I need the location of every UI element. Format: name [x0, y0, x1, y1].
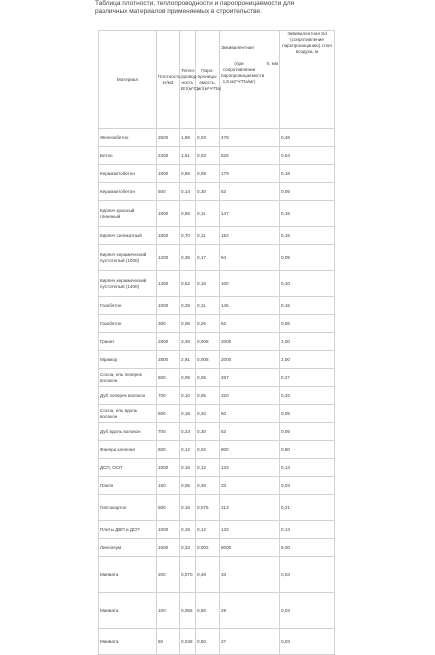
cell-density: 700 — [157, 387, 180, 405]
cell-conductivity: 0,08 — [180, 315, 196, 333]
header-equivalent-subtitle: (при сопротивлении паропроницаемости 1,6 м2*ч*Па/мг) — [221, 61, 265, 84]
cell-conductivity: 0,23 — [180, 423, 196, 441]
table-row — [99, 351, 335, 369]
cell-vapor-permeability: 0,002 — [196, 539, 220, 557]
table-row — [99, 369, 335, 387]
cell-density: 1200 — [157, 245, 180, 271]
cell-vapor-permeability: 0,06 — [196, 369, 220, 387]
cell-equivalent-thickness: 145 — [220, 297, 280, 315]
cell-material: Железобетон — [99, 129, 157, 147]
cell-equivalent-thickness: 27 — [220, 629, 280, 655]
header-density: Плотность, кг/м3 — [157, 31, 180, 129]
cell-vapor-permeability: 0,60 — [196, 629, 220, 655]
table-row — [99, 459, 335, 477]
cell-conductivity: 0,14 — [180, 183, 196, 201]
cell-material: Сосна, ель поперек волокон — [99, 369, 157, 387]
cell-density: 500 — [157, 183, 180, 201]
cell-vapor-permeability: 0,56 — [196, 593, 220, 629]
materials-table — [98, 30, 335, 655]
cell-air-layer-sd: 0,06 — [280, 315, 335, 333]
cell-air-layer-sd: 0,03 — [280, 593, 335, 629]
cell-vapor-permeability: 0,02 — [196, 441, 220, 459]
cell-conductivity: 0,33 — [180, 539, 196, 557]
cell-equivalent-thickness: 267 — [220, 369, 280, 387]
caption-line-1: Таблица плотности, теплопроводности и паропроницаемости для — [95, 0, 295, 7]
cell-density: 2800 — [157, 333, 180, 351]
cell-vapor-permeability: 0,09 — [196, 165, 220, 183]
cell-material: Гранит — [99, 333, 157, 351]
cell-conductivity: 0,10 — [180, 387, 196, 405]
cell-equivalent-thickness: 2000 — [220, 333, 280, 351]
cell-conductivity: 0,070 — [180, 557, 196, 593]
cell-air-layer-sd: 0,27 — [280, 369, 335, 387]
cell-material: Кирпич керамический пустотелый (1000) — [99, 245, 157, 271]
header-material: Материал — [99, 31, 157, 129]
cell-density: 2500 — [157, 129, 180, 147]
table-row — [99, 315, 335, 333]
cell-conductivity: 0,66 — [180, 165, 196, 183]
cell-equivalent-thickness: 100 — [220, 271, 280, 297]
table-row — [99, 557, 335, 593]
cell-equivalent-thickness: 133 — [220, 521, 280, 539]
cell-density: 100 — [157, 593, 180, 629]
header-air-layer-sd: Эквивалентная Sd (сопротивление паропроницанию) слоя воздуха, м — [280, 31, 335, 129]
cell-material: Кирпич керамический пустотелый (1400) — [99, 271, 157, 297]
cell-conductivity: 0,056 — [180, 593, 196, 629]
table-row — [99, 333, 335, 351]
cell-material: Плиты ДВП и ДСП — [99, 521, 157, 539]
cell-density: 150 — [157, 477, 180, 495]
table-row — [99, 271, 335, 297]
table-row — [99, 183, 335, 201]
cell-air-layer-sd: 0,18 — [280, 165, 335, 183]
cell-air-layer-sd: 0,10 — [280, 271, 335, 297]
cell-air-layer-sd: 0,09 — [280, 245, 335, 271]
cell-conductivity: 0,15 — [180, 459, 196, 477]
table-header-row — [99, 31, 335, 129]
cell-material: Мрамор — [99, 351, 157, 369]
cell-density: 1000 — [157, 521, 180, 539]
cell-air-layer-sd: 0,53 — [280, 147, 335, 165]
cell-density: 200 — [157, 557, 180, 593]
cell-material: ДСП, ОСП — [99, 459, 157, 477]
cell-air-layer-sd: 0,13 — [280, 521, 335, 539]
table-row — [99, 147, 335, 165]
cell-vapor-permeability: 0,30 — [196, 423, 220, 441]
cell-material: Минвата — [99, 629, 157, 655]
cell-equivalent-thickness: 94 — [220, 245, 280, 271]
cell-density: 2400 — [157, 147, 180, 165]
cell-air-layer-sd: 2,00 — [280, 333, 335, 351]
cell-density: 700 — [157, 423, 180, 441]
cell-conductivity: 0,70 — [180, 227, 196, 245]
cell-material: Кирпич красный глиняный — [99, 201, 157, 227]
cell-density: 500 — [157, 405, 180, 423]
cell-conductivity: 1,69 — [180, 129, 196, 147]
header-equivalent-unit: h, мм — [266, 61, 278, 66]
header-conductivity: Тепло-провод-ность Вт/(м*С) — [180, 31, 196, 129]
cell-conductivity: 3,49 — [180, 333, 196, 351]
cell-conductivity: 0,15 — [180, 495, 196, 521]
table-row — [99, 539, 335, 557]
cell-material: Дуб вдоль волокон — [99, 423, 157, 441]
table-row — [99, 201, 335, 227]
cell-conductivity: 1,51 — [180, 147, 196, 165]
cell-vapor-permeability: 0,075 — [196, 495, 220, 521]
cell-density: 1800 — [157, 201, 180, 227]
cell-equivalent-thickness: 152 — [220, 227, 280, 245]
cell-air-layer-sd: 0,05 — [280, 405, 335, 423]
cell-conductivity: 0,12 — [180, 441, 196, 459]
table-caption — [95, 0, 340, 16]
cell-material: Керамзитобетон — [99, 165, 157, 183]
cell-conductivity: 0,15 — [180, 521, 196, 539]
cell-equivalent-thickness: 213 — [220, 495, 280, 521]
cell-equivalent-thickness: 179 — [220, 165, 280, 183]
cell-vapor-permeability: 0,16 — [196, 271, 220, 297]
cell-air-layer-sd: 0,15 — [280, 297, 335, 315]
table-row — [99, 165, 335, 183]
table-row — [99, 423, 335, 441]
table-row — [99, 405, 335, 423]
cell-vapor-permeability: 0,008 — [196, 333, 220, 351]
cell-material: Сосна, ель вдоль волокон — [99, 405, 157, 423]
cell-air-layer-sd: 0,21 — [280, 495, 335, 521]
cell-equivalent-thickness: 528 — [220, 147, 280, 165]
cell-density: 1000 — [157, 297, 180, 315]
cell-vapor-permeability: 0,05 — [196, 387, 220, 405]
header-equivalent-thickness — [220, 31, 280, 129]
cell-vapor-permeability: 0,30 — [196, 183, 220, 201]
cell-density: 1600 — [157, 539, 180, 557]
cell-vapor-permeability: 0,26 — [196, 315, 220, 333]
cell-material: Дуб поперек волокон — [99, 387, 157, 405]
cell-air-layer-sd: 0,13 — [280, 459, 335, 477]
table-row — [99, 387, 335, 405]
cell-air-layer-sd: 0,48 — [280, 129, 335, 147]
cell-equivalent-thickness: 147 — [220, 201, 280, 227]
cell-equivalent-thickness: 62 — [220, 315, 280, 333]
cell-density: 2800 — [157, 351, 180, 369]
cell-equivalent-thickness: 320 — [220, 387, 280, 405]
cell-material: Минвата — [99, 557, 157, 593]
cell-vapor-permeability: 0,008 — [196, 351, 220, 369]
cell-air-layer-sd: 0,03 — [280, 629, 335, 655]
cell-density: 1800 — [157, 165, 180, 183]
cell-density: 50 — [157, 629, 180, 655]
cell-air-layer-sd: 0,80 — [280, 441, 335, 459]
cell-vapor-permeability: 0,12 — [196, 521, 220, 539]
cell-conductivity: 0,29 — [180, 297, 196, 315]
cell-equivalent-thickness: 33 — [220, 477, 280, 495]
cell-air-layer-sd: 0,15 — [280, 201, 335, 227]
cell-vapor-permeability: 0,32 — [196, 405, 220, 423]
cell-material: Кирпич силикатный — [99, 227, 157, 245]
cell-density: 1000 — [157, 459, 180, 477]
cell-density: 500 — [157, 369, 180, 387]
cell-material: Линолеум — [99, 539, 157, 557]
table-row — [99, 129, 335, 147]
cell-density: 300 — [157, 315, 180, 333]
cell-vapor-permeability: 0,03 — [196, 147, 220, 165]
cell-conductivity: 0,09 — [180, 369, 196, 387]
cell-equivalent-thickness: 33 — [220, 557, 280, 593]
cell-air-layer-sd: 0,15 — [280, 227, 335, 245]
table-row — [99, 629, 335, 655]
cell-air-layer-sd: 0,05 — [280, 183, 335, 201]
table-row — [99, 593, 335, 629]
cell-vapor-permeability: 0,49 — [196, 557, 220, 593]
cell-conductivity: 0,048 — [180, 629, 196, 655]
table-row — [99, 495, 335, 521]
cell-material: Газобетон — [99, 297, 157, 315]
cell-equivalent-thickness: 29 — [220, 593, 280, 629]
cell-vapor-permeability: 0,12 — [196, 459, 220, 477]
cell-density: 600 — [157, 441, 180, 459]
cell-vapor-permeability: 0,17 — [196, 245, 220, 271]
table-row — [99, 521, 335, 539]
cell-density: 1400 — [157, 271, 180, 297]
cell-material: Пакля — [99, 477, 157, 495]
cell-density: 1800 — [157, 227, 180, 245]
cell-conductivity: 0,52 — [180, 271, 196, 297]
cell-equivalent-thickness: 50 — [220, 405, 280, 423]
caption-line-2: различных материалов применяемых в строительстве. — [95, 8, 262, 15]
cell-material: Минвата — [99, 593, 157, 629]
cell-air-layer-sd: 0,03 — [280, 557, 335, 593]
cell-equivalent-thickness: 8000 — [220, 539, 280, 557]
cell-air-layer-sd: 0,03 — [280, 477, 335, 495]
cell-conductivity: 2,91 — [180, 351, 196, 369]
table-row — [99, 297, 335, 315]
cell-equivalent-thickness: 800 — [220, 441, 280, 459]
header-equivalent-title: Эквивалентная — [221, 45, 254, 50]
cell-material: Керамзитобетон — [99, 183, 157, 201]
cell-equivalent-thickness: 478 — [220, 129, 280, 147]
cell-equivalent-thickness: 53 — [220, 183, 280, 201]
cell-density: 800 — [157, 495, 180, 521]
cell-vapor-permeability: 0,03 — [196, 129, 220, 147]
cell-material: Газобетон — [99, 315, 157, 333]
cell-conductivity: 0,35 — [180, 245, 196, 271]
cell-vapor-permeability: 0,49 — [196, 477, 220, 495]
table-row — [99, 441, 335, 459]
cell-air-layer-sd: 0,05 — [280, 423, 335, 441]
cell-material: Гипсокартон — [99, 495, 157, 521]
cell-material: Бетон — [99, 147, 157, 165]
cell-conductivity: 0,18 — [180, 405, 196, 423]
cell-vapor-permeability: 0,11 — [196, 297, 220, 315]
table-row — [99, 245, 335, 271]
cell-conductivity: 0,05 — [180, 477, 196, 495]
cell-conductivity: 0,56 — [180, 201, 196, 227]
cell-vapor-permeability: 0,11 — [196, 227, 220, 245]
cell-equivalent-thickness: 53 — [220, 423, 280, 441]
cell-equivalent-thickness: 2000 — [220, 351, 280, 369]
cell-air-layer-sd: 8,00 — [280, 539, 335, 557]
cell-equivalent-thickness: 133 — [220, 459, 280, 477]
header-vapor-permeability: Паро-проница-емость, мг/(м*ч*Па) — [196, 31, 220, 129]
cell-material: Фанера клееная — [99, 441, 157, 459]
cell-air-layer-sd: 2,00 — [280, 351, 335, 369]
cell-air-layer-sd: 0,32 — [280, 387, 335, 405]
cell-vapor-permeability: 0,11 — [196, 201, 220, 227]
table-row — [99, 477, 335, 495]
table-row — [99, 227, 335, 245]
